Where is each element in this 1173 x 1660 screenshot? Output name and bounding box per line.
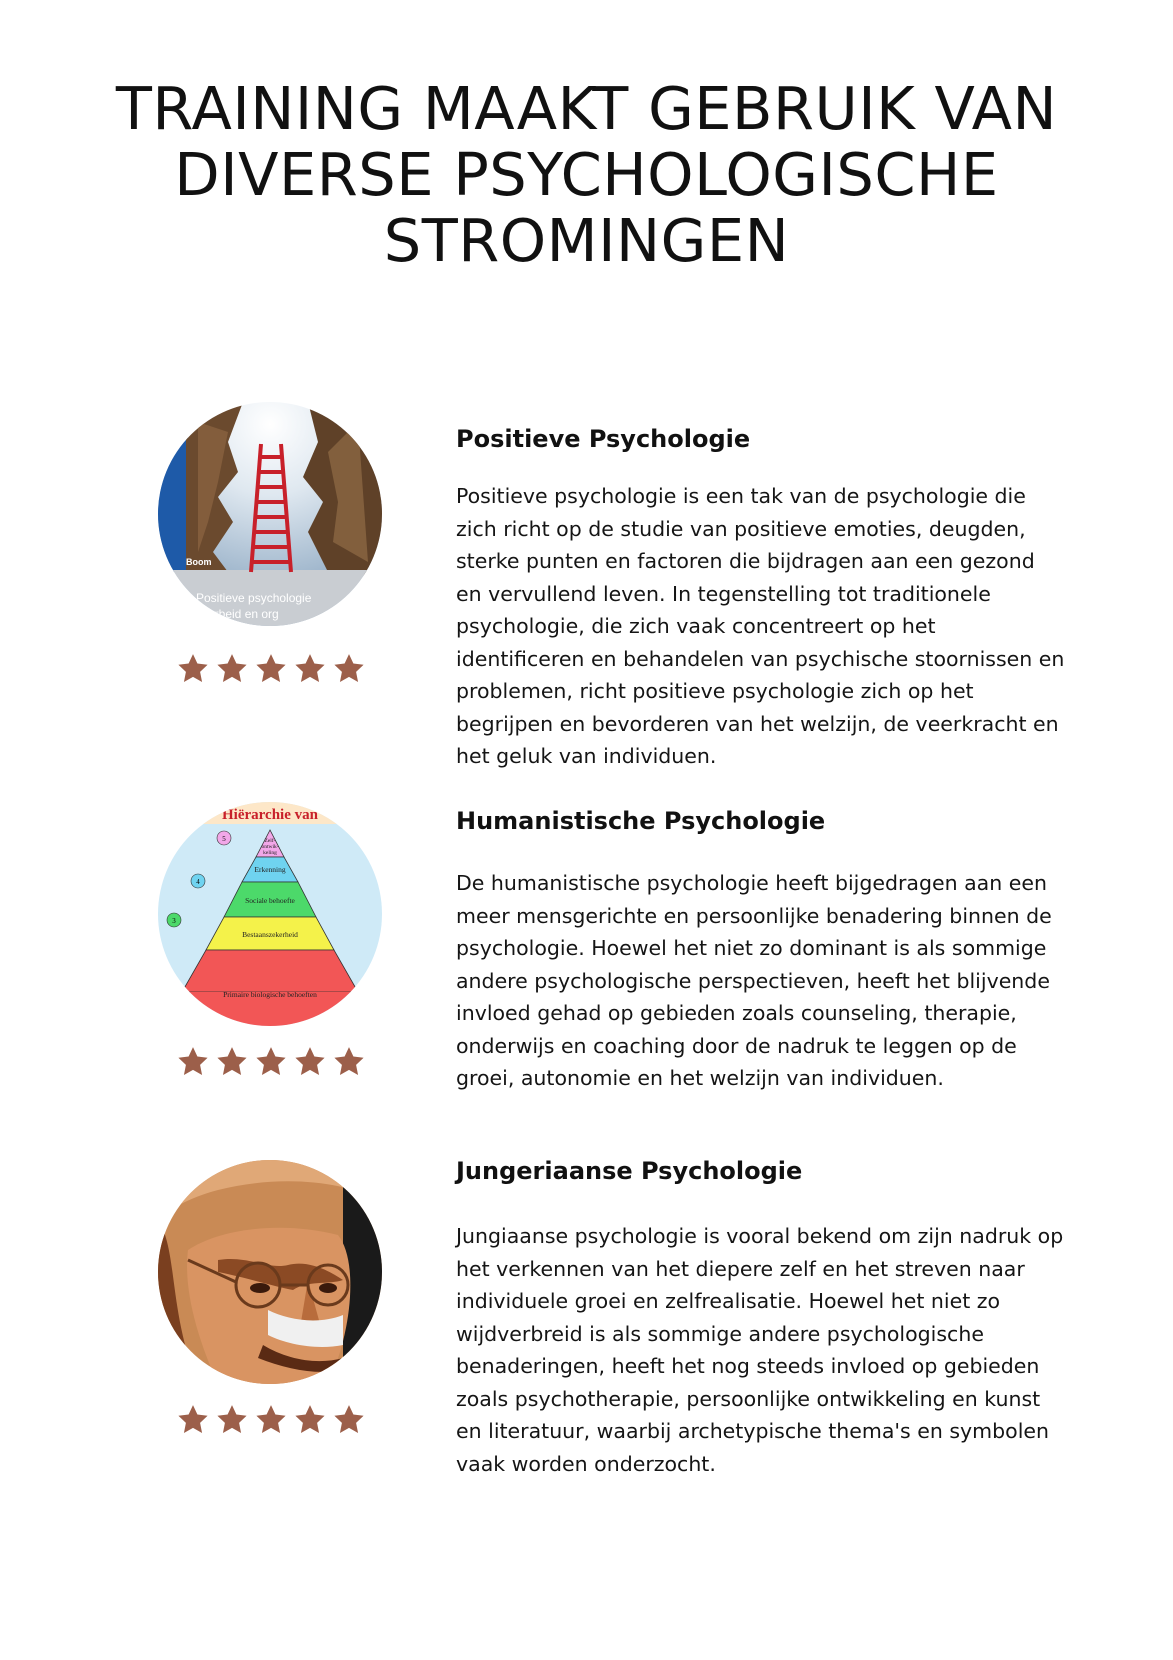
star-icon	[176, 1045, 210, 1079]
pyramid-level-2: Bestaanszekerheid	[242, 930, 298, 939]
star-icon	[332, 1403, 366, 1437]
marker-4: 4	[196, 878, 200, 886]
star-icon	[293, 652, 327, 686]
star-icon	[254, 1403, 288, 1437]
section-heading: Positieve Psychologie	[456, 425, 751, 453]
star-icon	[215, 652, 249, 686]
star-icon	[293, 1403, 327, 1437]
star-icon	[176, 652, 210, 686]
page-title-line: TRAINING MAAKT GEBRUIK VAN	[115, 74, 1058, 143]
section-body: Positieve psychologie is een tak van de psychologie die zich richt op de studie van positieve emoties, deugden, sterke punten en factoren die bijdragen aan een gezond en vervullend leven. In tegenstelling tot traditionele psychologie, die zich vaak concentreert op het identificeren en behandelen van psychische stoornissen en problemen, richt positieve psychologie zich op het begrijpen en bevorderen van het welzijn, de veerkracht en het geluk van individuen.	[456, 484, 1065, 768]
star-icon	[176, 1403, 210, 1437]
star-icon	[215, 1045, 249, 1079]
pyramid-banner: Hiërarchie van	[222, 807, 318, 823]
ladder-book-cover-icon	[158, 402, 382, 626]
ladder-book-cover-image	[158, 402, 382, 626]
star-icon	[254, 1045, 288, 1079]
jung-portrait-icon	[158, 1160, 382, 1384]
pyramid-level-4: Erkenning	[254, 865, 286, 874]
star-icon	[254, 652, 288, 686]
pyramid-level-5: Zelf-ontwik-keling	[261, 838, 279, 856]
section-heading: Jungeriaanse Psychologie	[456, 1157, 803, 1185]
maslow-pyramid-icon	[158, 802, 382, 1026]
star-icon	[215, 1403, 249, 1437]
marker-3: 3	[172, 917, 176, 925]
pyramid-level-3: Sociale behoefte	[245, 896, 295, 905]
page-title-line: DIVERSE PSYCHOLOGISCHE	[174, 140, 999, 209]
section-body: Jungiaanse psychologie is vooral bekend om zijn nadruk op het verkennen van het diepere zelf en het streven naar individuele groei en zelfrealisatie. Hoewel het niet zo wijdverbreid is als sommige andere psychologische benaderingen, heeft het nog steeds invloed op gebieden zoals psychotherapie, persoonlijke ontwikkeling en kunst en literatuur, waarbij archetypische thema's en symbolen vaak worden onderzocht.	[456, 1224, 1064, 1476]
star-rating	[176, 1045, 366, 1081]
page-title-line: STROMINGEN	[383, 206, 790, 275]
cover-publisher: Boom	[186, 557, 212, 567]
page-title	[60, 76, 1113, 274]
pyramid-level-1: Primaire biologische behoeften	[223, 990, 317, 999]
cover-subtitle: arbeid en org	[208, 607, 279, 621]
star-icon	[293, 1045, 327, 1079]
section-body: De humanistische psychologie heeft bijgedragen aan een meer mensgerichte en persoonlijke benadering binnen de psychologie. Hoewel het niet zo dominant is als sommige andere psychologische perspectieven, heeft het blijvende invloed gehad op gebieden zoals counseling, therapie, onderwijs en coaching door de nadruk te leggen op de groei, autonomie en het welzijn van individuen.	[456, 871, 1052, 1090]
jung-portrait-image	[158, 1160, 382, 1384]
section-heading: Humanistische Psychologie	[456, 807, 826, 835]
star-icon	[332, 652, 366, 686]
star-rating	[176, 652, 366, 688]
star-icon	[332, 1045, 366, 1079]
marker-5: 5	[222, 835, 226, 843]
maslow-pyramid-image	[158, 802, 382, 1026]
cover-title: Positieve psychologie	[196, 591, 312, 605]
star-rating	[176, 1403, 366, 1439]
